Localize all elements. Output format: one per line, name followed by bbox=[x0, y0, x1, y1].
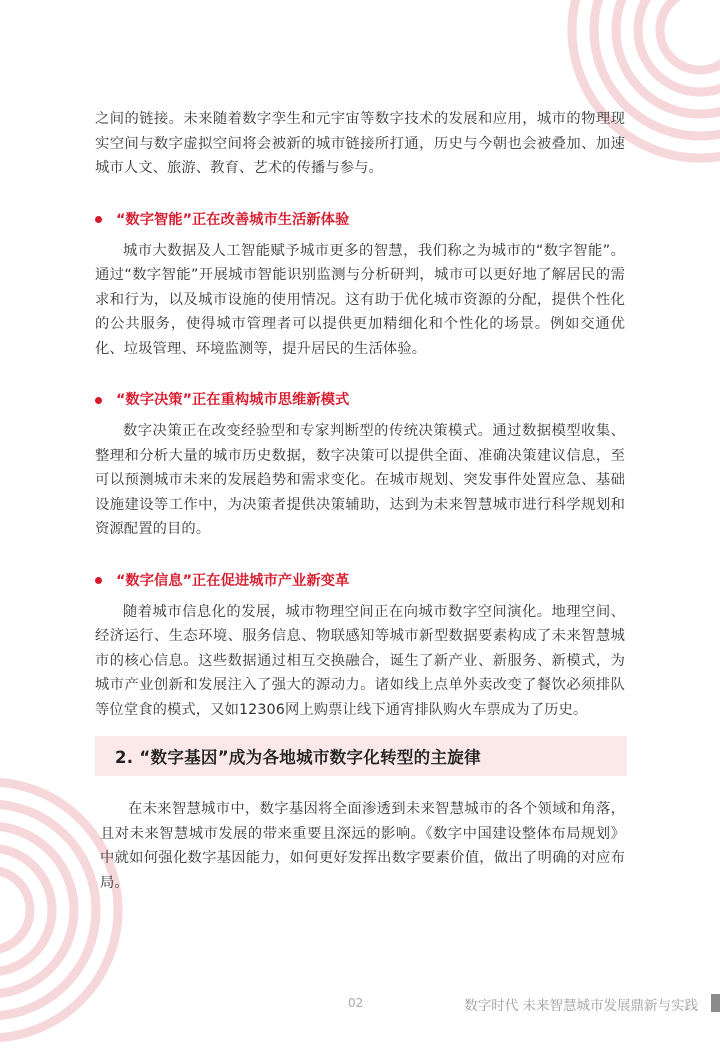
footer-document-title: 数字时代 未来智慧城市发展鼎新与实践 bbox=[464, 998, 698, 1014]
section-digital-intelligence bbox=[95, 209, 625, 362]
section-heading-text: “数字智能”正在改善城市生活新体验 bbox=[116, 211, 350, 228]
section-heading bbox=[95, 209, 625, 231]
footer-bar bbox=[711, 994, 720, 1012]
page-number: 02 bbox=[348, 996, 364, 1010]
closing-content bbox=[100, 797, 625, 895]
section-heading bbox=[95, 389, 625, 411]
banner-title: 2. “数字基因”成为各地城市数字化转型的主旋律 bbox=[115, 748, 481, 767]
bullet-dot-icon bbox=[95, 397, 102, 404]
bullet-dot-icon bbox=[95, 216, 102, 223]
section-paragraph: 随着城市信息化的发展，城市物理空间正在向城市数字空间演化。地理空间、经济运行、生态环境、服务信息、物联感知等城市新型数据要素构成了未来智慧城市的核心信息。这些数据通过相互交换融合，诞生了新产业、新服务、新模式，为城市产业创新和发展注入了强大的源动力。诸如线上点单外卖改变了餐饮必须排队等位堂食的模式，又如12306网上购票让线下通宵排队购火车票成为了历史。 bbox=[95, 603, 625, 718]
closing-paragraph: 在未来智慧城市中，数字基因将全面渗透到未来智慧城市的各个领域和角落，且对未来智慧城市发展的带来重要且深远的影响。《数字中国建设整体布局规划》中就如何强化数字基因能力，如何更好发挥出数字要素价值，做出了明确的对应布局。 bbox=[100, 801, 625, 891]
main-content bbox=[95, 107, 625, 722]
section-digital-decision bbox=[95, 389, 625, 542]
section-heading bbox=[95, 570, 625, 592]
bullet-dot-icon bbox=[95, 577, 102, 584]
section-banner bbox=[95, 736, 627, 776]
section-heading-text: “数字决策”正在重构城市思维新模式 bbox=[116, 392, 350, 408]
intro-paragraph: 之间的链接。未来随着数字孪生和元宇宙等数字技术的发展和应用，城市的物理现实空间与数字虚拟空间将会被新的城市链接所打通，历史与今朝也会被叠加、加速城市人文、旅游、教育、艺术的传播与参与。 bbox=[95, 111, 625, 176]
section-digital-information bbox=[95, 570, 625, 723]
section-paragraph: 城市大数据及人工智能赋予城市更多的智慧，我们称之为城市的“数字智能”。通过“数字智能”开展城市智能识别监测与分析研判，城市可以更好地了解居民的需求和行为，以及城市设施的使用情况。这有助于优化城市资源的分配，提供个性化的公共服务，使得城市管理者可以提供更加精细化和个性化的场景。例如交通优化、垃圾管理、环境监测等，提升居民的生活体验。 bbox=[95, 242, 625, 357]
section-heading-text: “数字信息”正在促进城市产业新变革 bbox=[116, 572, 350, 589]
section-paragraph: 数字决策正在改变经验型和专家判断型的传统决策模式。通过数据模型收集、整理和分析大量的城市历史数据，数字决策可以提供全面、准确决策建议信息，至可以预测城市未来的发展趋势和需求变化。在城市规划、突发事件处置应急、基础设施建设等工作中，为决策者提供决策辅助，达到为未来智慧城市进行科学规划和资源配置的目的。 bbox=[95, 423, 625, 537]
